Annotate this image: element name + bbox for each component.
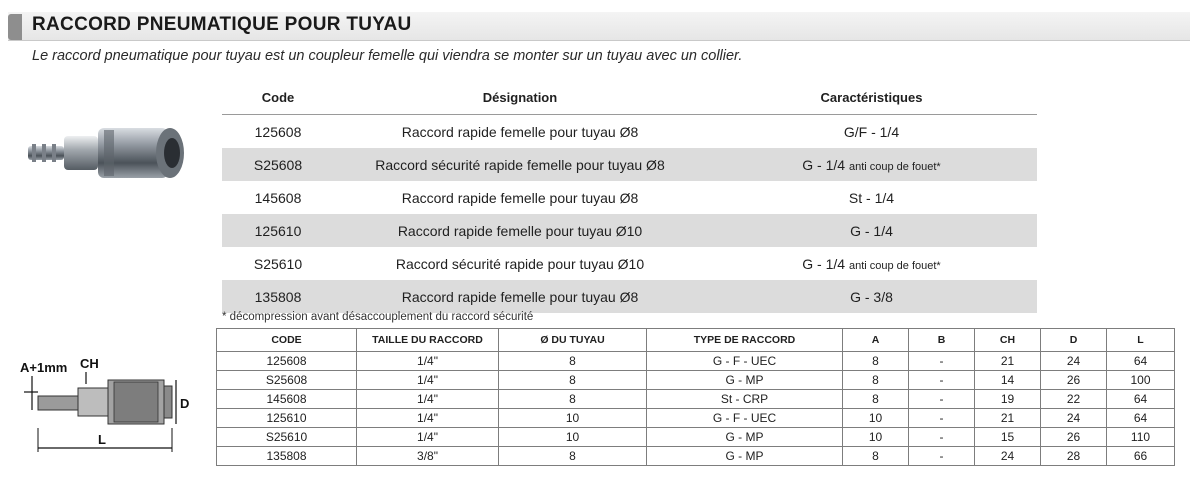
cell: - [909, 352, 975, 371]
car-note: anti coup de fouet* [848, 160, 941, 173]
cell: 10 [843, 428, 909, 447]
dimensions-header-row [217, 329, 1175, 352]
car-note: anti coup de fouet* [848, 259, 941, 272]
cell: 8 [843, 390, 909, 409]
dimensions-table [216, 328, 1175, 466]
product-designation: Raccord rapide femelle pour tuyau Ø8 [401, 123, 639, 140]
product-caracteristique [706, 289, 1037, 305]
table-row [217, 428, 1175, 447]
cell: 145608 [217, 390, 357, 409]
product-caracteristique [706, 256, 1037, 272]
car-value: St - 1/4 [848, 189, 895, 206]
car-value: G - 1/4 [802, 156, 846, 173]
cell: 26 [1041, 371, 1107, 390]
cell: G - MP [647, 447, 843, 466]
cell: - [909, 371, 975, 390]
car-value: G/F - 1/4 [843, 123, 900, 140]
product-designation: Raccord rapide femelle pour tuyau Ø8 [401, 288, 639, 305]
product-code: S25608 [253, 156, 303, 173]
cell: 125610 [217, 409, 357, 428]
cell: 24 [1041, 409, 1107, 428]
table-row [222, 214, 1037, 247]
product-code: 135808 [254, 288, 302, 305]
cell: 8 [499, 352, 647, 371]
cell: - [909, 390, 975, 409]
footnote: * décompression avant désaccouplement du raccord sécurité [222, 311, 534, 323]
cell: G - F - UEC [647, 352, 843, 371]
cell: 66 [1107, 447, 1175, 466]
hose-tail [38, 396, 78, 410]
cell: 10 [843, 409, 909, 428]
label-l: L [98, 432, 106, 447]
product-designation: Raccord rapide femelle pour tuyau Ø8 [401, 189, 639, 206]
cell: 8 [499, 371, 647, 390]
table-row [217, 409, 1175, 428]
product-caracteristique [706, 157, 1037, 173]
cell: 28 [1041, 447, 1107, 466]
cell: G - MP [647, 371, 843, 390]
car-value: G - 1/4 [850, 222, 893, 239]
cell: 1/4" [357, 352, 499, 371]
col-header: L [1107, 329, 1175, 352]
header-code: Code [261, 89, 295, 105]
hex-body [78, 388, 108, 416]
front-ring [164, 386, 172, 418]
cell: 100 [1107, 371, 1175, 390]
product-caracteristique [706, 190, 1037, 206]
col-header: TAILLE DU RACCORD [357, 329, 499, 352]
cell: 8 [843, 371, 909, 390]
cell: G - F - UEC [647, 409, 843, 428]
table-row [222, 247, 1037, 280]
cell: 8 [843, 447, 909, 466]
intro-text: Le raccord pneumatique pour tuyau est un coupleur femelle qui viendra se monter sur un tuyau avec un collier. [32, 48, 743, 64]
products-table-header [222, 80, 1037, 115]
cell: 3/8" [357, 447, 499, 466]
product-designation: Raccord rapide femelle pour tuyau Ø10 [397, 222, 643, 239]
table-row [222, 115, 1037, 148]
cell: 8 [499, 447, 647, 466]
product-caracteristique [706, 223, 1037, 239]
coupler-photo [22, 120, 202, 190]
cell: 19 [975, 390, 1041, 409]
cell: 64 [1107, 390, 1175, 409]
section-title: RACCORD PNEUMATIQUE POUR TUYAU [32, 14, 412, 35]
col-header: CODE [217, 329, 357, 352]
cell: 10 [499, 428, 647, 447]
cell: 8 [499, 390, 647, 409]
label-d: D [180, 396, 190, 411]
product-code: S25610 [253, 255, 303, 272]
cell: 1/4" [357, 390, 499, 409]
cell: 21 [975, 409, 1041, 428]
cell: 1/4" [357, 371, 499, 390]
cell: 15 [975, 428, 1041, 447]
table-row [217, 352, 1175, 371]
header-caracteristiques: Caractéristiques [820, 89, 923, 105]
product-code: 125610 [254, 222, 302, 239]
table-row [217, 371, 1175, 390]
col-header: A [843, 329, 909, 352]
label-ch: CH [80, 356, 99, 371]
car-value: G - 3/8 [850, 288, 893, 305]
cell: 24 [1041, 352, 1107, 371]
col-header: CH [975, 329, 1041, 352]
cell: S25608 [217, 371, 357, 390]
knurled-ring [114, 382, 158, 422]
col-header: B [909, 329, 975, 352]
cell: 135808 [217, 447, 357, 466]
cell: 21 [975, 352, 1041, 371]
cell: 1/4" [357, 428, 499, 447]
cell: - [909, 447, 975, 466]
cell: - [909, 409, 975, 428]
product-code: 125608 [254, 123, 302, 140]
section-header-accent [8, 14, 22, 40]
col-header: D [1041, 329, 1107, 352]
cell: 64 [1107, 352, 1175, 371]
product-code: 145608 [254, 189, 302, 206]
cell: 22 [1041, 390, 1107, 409]
car-value: G - 1/4 [802, 255, 846, 272]
table-row [217, 447, 1175, 466]
table-row [217, 390, 1175, 409]
label-a: A+1mm [20, 360, 68, 375]
cell: St - CRP [647, 390, 843, 409]
table-row [222, 280, 1037, 313]
cell: 1/4" [357, 409, 499, 428]
product-caracteristique [706, 124, 1037, 140]
cell: 14 [975, 371, 1041, 390]
table-row [222, 148, 1037, 181]
cell: - [909, 428, 975, 447]
cell: S25610 [217, 428, 357, 447]
cell: 10 [499, 409, 647, 428]
header-designation: Désignation [482, 89, 558, 105]
cell: 110 [1107, 428, 1175, 447]
cell: 8 [843, 352, 909, 371]
table-row [222, 181, 1037, 214]
cell: G - MP [647, 428, 843, 447]
products-table [222, 80, 1037, 313]
cell: 125608 [217, 352, 357, 371]
coupler-dimension-drawing [18, 352, 198, 462]
col-header: Ø DU TUYAU [499, 329, 647, 352]
cell: 26 [1041, 428, 1107, 447]
product-designation: Raccord sécurité rapide pour tuyau Ø10 [395, 255, 645, 272]
product-designation: Raccord sécurité rapide femelle pour tuyau Ø8 [375, 156, 665, 173]
col-header: TYPE DE RACCORD [647, 329, 843, 352]
cell: 64 [1107, 409, 1175, 428]
cell: 24 [975, 447, 1041, 466]
